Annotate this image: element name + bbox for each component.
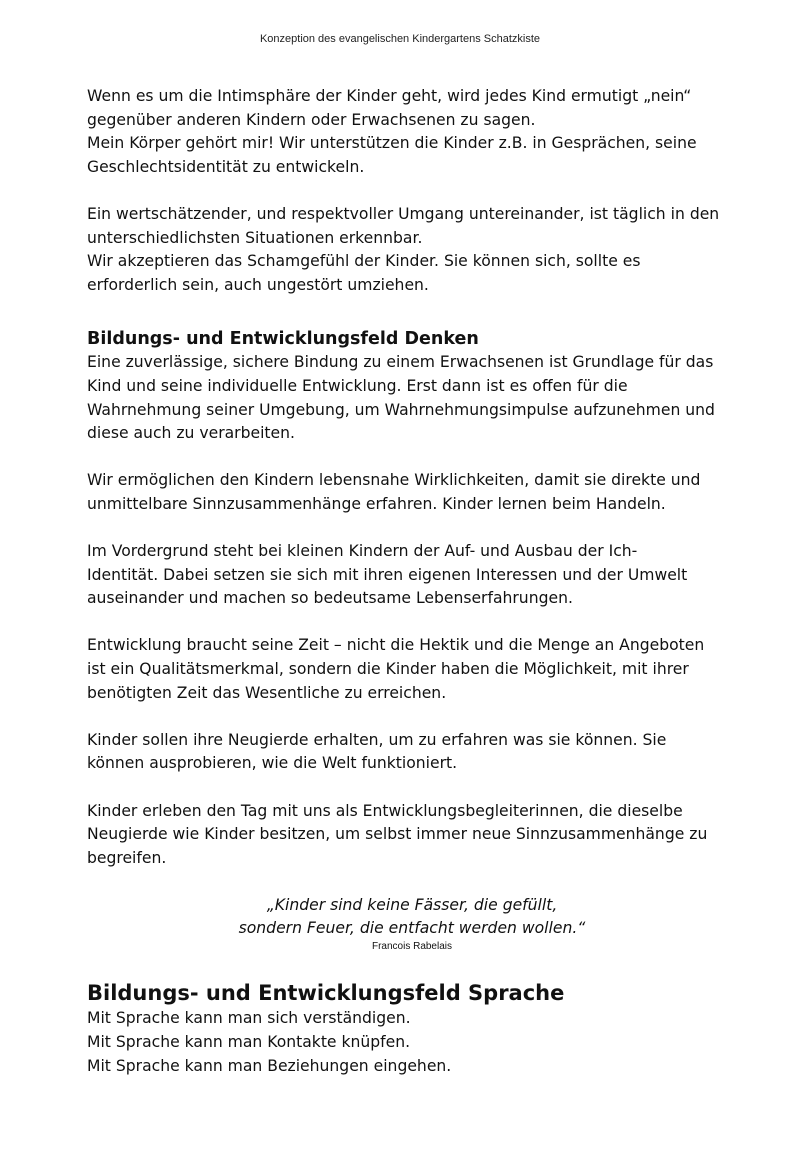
text-line: erforderlich sein, auch ungestört umziehen. — [87, 275, 429, 294]
paragraph — [87, 203, 737, 297]
text-line: benötigten Zeit das Wesentliche zu erreichen. — [87, 683, 447, 702]
text-line: Kinder erleben den Tag mit uns als Entwicklungsbegleiterinnen, die dieselbe — [87, 801, 683, 820]
quote-block — [87, 894, 737, 954]
paragraph — [87, 351, 737, 445]
text-line: Wir ermöglichen den Kindern lebensnahe Wirklichkeiten, damit sie direkte und — [87, 471, 701, 490]
quote-author: Francois Rabelais — [371, 941, 453, 953]
text-line: ist ein Qualitätsmerkmal, sondern die Kinder haben die Möglichkeit, mit ihrer — [87, 660, 689, 679]
text-line: Kinder sollen ihre Neugierde erhalten, um zu erfahren was sie können. Sie — [87, 730, 667, 749]
page-header: Konzeption des evangelischen Kindergartens Schatzkiste — [259, 33, 541, 45]
text-line: Identität. Dabei setzen sie sich mit ihren eigenen Interessen und der Umwelt — [87, 565, 688, 584]
text-line: Im Vordergrund steht bei kleinen Kindern der Auf- und Ausbau der Ich- — [87, 542, 638, 561]
text-line: Neugierde wie Kinder besitzen, um selbst immer neue Sinnzusammenhänge zu — [87, 825, 708, 844]
text-line: Ein wertschätzender, und respektvoller Umgang untereinander, ist täglich in den — [87, 204, 720, 223]
text-line: Mit Sprache kann man Beziehungen eingehen. — [87, 1056, 452, 1075]
text-line: Mein Körper gehört mir! Wir unterstützen die Kinder z.B. in Gesprächen, seine — [87, 134, 697, 153]
paragraph — [87, 800, 737, 871]
quote-line: „Kinder sind keine Fässer, die gefüllt, — [266, 896, 558, 915]
paragraph — [87, 85, 737, 179]
text-line: Wahrnehmung seiner Umgebung, um Wahrnehmungsimpulse aufzunehmen und — [87, 400, 715, 419]
text-line: gegenüber anderen Kindern oder Erwachsenen zu sagen. — [87, 110, 536, 129]
text-line: Entwicklung braucht seine Zeit – nicht die Hektik und die Menge an Angeboten — [87, 636, 705, 655]
text-line: Wenn es um die Intimsphäre der Kinder geht, wird jedes Kind ermutigt „nein“ — [87, 87, 692, 105]
paragraph — [87, 729, 737, 776]
text-line: Mit Sprache kann man Kontakte knüpfen. — [87, 1033, 411, 1051]
text-line: Kind und seine individuelle Entwicklung. Erst dann ist es offen für die — [87, 376, 628, 395]
text-line: können ausprobieren, wie die Welt funktioniert. — [87, 754, 458, 773]
paragraph — [87, 1007, 737, 1078]
quote-line: sondern Feuer, die entfacht werden wollen.“ — [238, 919, 586, 938]
paragraph — [87, 540, 737, 611]
text-line: Wir akzeptieren das Schamgefühl der Kinder. Sie können sich, sollte es — [87, 252, 641, 271]
document-body — [87, 85, 737, 1078]
paragraph — [87, 469, 737, 516]
section-heading-denken: Bildungs- und Entwicklungsfeld Denken — [87, 329, 479, 350]
text-line: Geschlechtsidentität zu entwickeln. — [87, 157, 365, 176]
text-line: begreifen. — [87, 848, 167, 867]
text-line: diese auch zu verarbeiten. — [87, 424, 295, 443]
text-line: auseinander und machen so bedeutsame Lebenserfahrungen. — [87, 589, 573, 608]
text-line: Mit Sprache kann man sich verständigen. — [87, 1009, 411, 1028]
paragraph — [87, 634, 737, 705]
section-heading-sprache: Bildungs- und Entwicklungsfeld Sprache — [87, 981, 565, 1006]
text-line: unterschiedlichsten Situationen erkennbar. — [87, 228, 423, 247]
text-line: unmittelbare Sinnzusammenhänge erfahren. Kinder lernen beim Handeln. — [87, 494, 666, 513]
text-line: Eine zuverlässige, sichere Bindung zu einem Erwachsenen ist Grundlage für das — [87, 353, 714, 372]
